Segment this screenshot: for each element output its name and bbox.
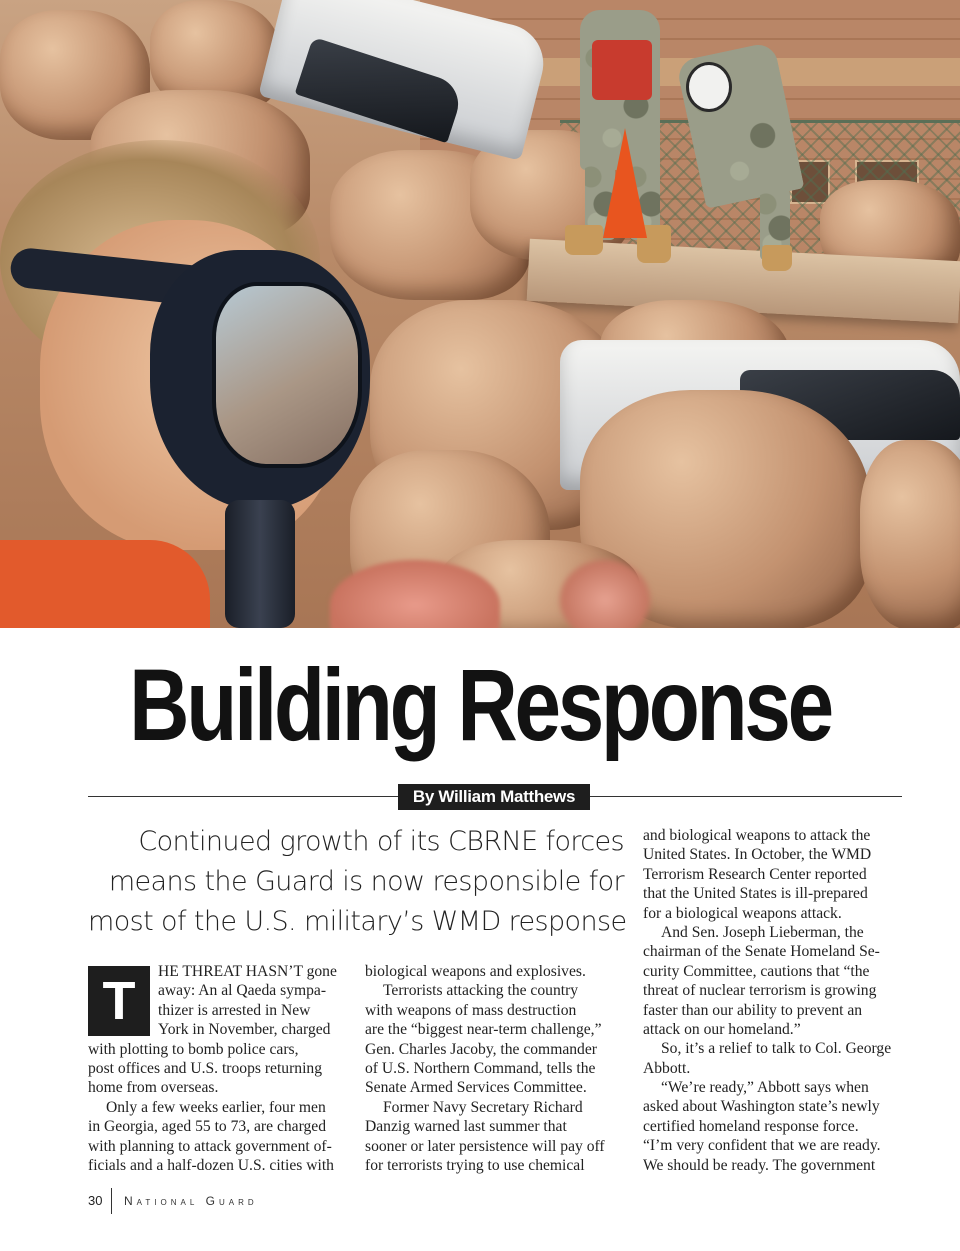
photo-mask-filter xyxy=(225,500,295,628)
article-title: Building Response xyxy=(129,648,831,762)
photo-orange-flag xyxy=(603,128,647,238)
body-line: Gen. Charles Jacoby, the commander xyxy=(365,1040,597,1058)
deck-line: means the Guard is now responsible for xyxy=(108,866,624,897)
deck-line: most of the U.S. military’s WMD response xyxy=(88,906,627,937)
photo-mask-visor xyxy=(212,282,362,468)
body-line: that the United States is ill-prepared xyxy=(643,885,868,903)
body-line: Danzig warned last summer that xyxy=(365,1118,567,1136)
photo-boot xyxy=(565,225,603,255)
body-line: Former Navy Secretary Richard xyxy=(383,1098,583,1116)
body-column-2 xyxy=(365,962,623,1175)
body-line: biological weapons and explosives. xyxy=(365,963,586,980)
body-line: So, it’s a relief to talk to Col. George xyxy=(661,1040,892,1058)
body-line: certified homeland response force. xyxy=(643,1117,859,1135)
body-line: threat of nuclear terrorism is growing xyxy=(643,982,877,1000)
body-line: Terrorism Research Center reported xyxy=(643,865,867,883)
body-line: “I’m very confident that we are ready. xyxy=(643,1137,881,1155)
body-line: Terrorists attacking the country xyxy=(383,982,579,1000)
drop-cap: T xyxy=(88,966,150,1036)
body-line: away: An al Qaeda sympa- xyxy=(158,982,327,1000)
body-line: Only a few weeks earlier, four men xyxy=(106,1098,326,1116)
body-line: for a biological weapons attack. xyxy=(643,904,842,922)
page-number: 30 xyxy=(88,1193,103,1208)
photo-rock xyxy=(860,440,960,628)
body-line: faster than our ability to prevent an xyxy=(643,1001,863,1019)
body-line: and biological weapons to attack the xyxy=(643,827,871,844)
photo-orange-vest xyxy=(0,540,210,628)
deck-line: Continued growth of its CBRNE forces xyxy=(138,826,624,857)
body-line: in Georgia, aged 55 to 73, are charged xyxy=(88,1118,327,1136)
body-column-3 xyxy=(643,826,905,1175)
byline: By William Matthews xyxy=(398,784,590,810)
body-line: of U.S. Northern Command, tells the xyxy=(365,1059,596,1077)
body-line: And Sen. Joseph Lieberman, the xyxy=(661,923,864,941)
body-line: HE THREAT HASN’T gone xyxy=(158,963,337,980)
body-line: for terrorists trying to use chemical xyxy=(365,1156,585,1174)
body-line: are the “biggest near-term challenge,” xyxy=(365,1021,602,1039)
body-line: with weapons of mass destruction xyxy=(365,1001,577,1019)
body-line: “We’re ready,” Abbott says when xyxy=(661,1079,869,1097)
body-line: chairman of the Senate Homeland Se- xyxy=(643,943,880,961)
body-line: attack on our homeland.” xyxy=(643,1020,801,1038)
body-line: Abbott. xyxy=(643,1059,691,1077)
publication-name: National Guard xyxy=(124,1194,258,1208)
body-line: United States. In October, the WMD xyxy=(643,846,872,864)
photo-boot xyxy=(762,245,792,271)
photo-vest xyxy=(592,40,652,100)
body-line: with plotting to bomb police cars, xyxy=(88,1040,299,1058)
body-line: home from overseas. xyxy=(88,1079,219,1097)
body-line: with planning to attack government of- xyxy=(88,1137,332,1155)
body-line: sooner or later persistence will pay off xyxy=(365,1137,605,1155)
body-line: curity Committee, cautions that “the xyxy=(643,962,870,980)
folio-divider xyxy=(111,1188,112,1214)
body-line: thizer is arrested in New xyxy=(158,1001,311,1019)
article-deck xyxy=(88,822,627,942)
body-column-1 xyxy=(88,962,346,1175)
photo-helmet xyxy=(686,62,732,112)
body-line: We should be ready. The government xyxy=(643,1156,876,1174)
body-line: York in November, charged xyxy=(158,1021,331,1039)
body-line: ficials and a half-dozen U.S. cities with xyxy=(88,1156,334,1174)
body-line: post offices and U.S. troops returning xyxy=(88,1059,323,1077)
body-line: asked about Washington state’s newly xyxy=(643,1098,880,1116)
body-line: Senate Armed Services Committee. xyxy=(365,1079,587,1097)
